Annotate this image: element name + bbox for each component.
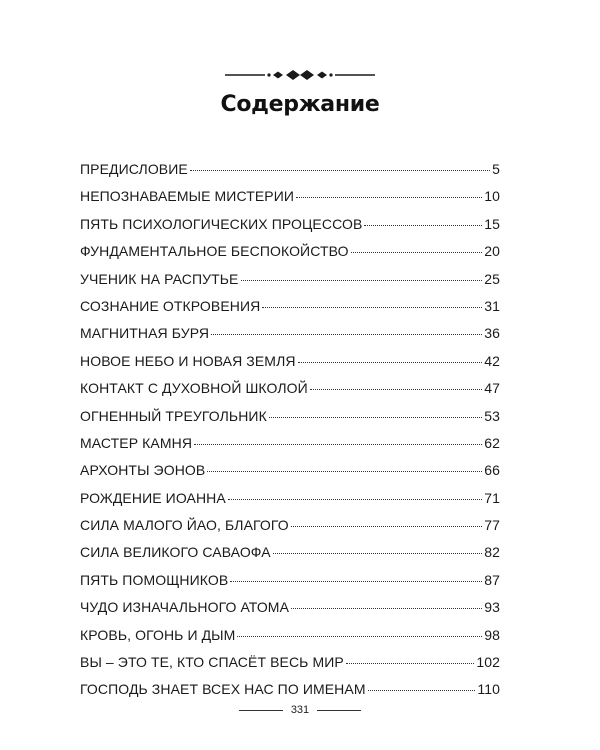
- toc-entry: [80, 325, 500, 352]
- dot-leader: [230, 581, 482, 582]
- page-title: Содержание: [220, 92, 380, 117]
- toc-entry-page-number: 47: [484, 380, 500, 397]
- toc-entry: [80, 435, 500, 462]
- toc-entry: [80, 490, 500, 517]
- toc-entry: [80, 271, 500, 298]
- toc-entry: [80, 408, 500, 435]
- dot-leader: [190, 170, 490, 171]
- toc-entry-title: ГОСПОДЬ ЗНАЕТ ВСЕХ НАС ПО ИМЕНАМ: [80, 681, 366, 698]
- toc-entry-page-number: 71: [484, 489, 500, 506]
- toc-entry-page-number: 66: [484, 462, 500, 479]
- dot-leader: [269, 417, 482, 418]
- dot-leader: [262, 307, 482, 308]
- toc-entry-page-number: 87: [484, 571, 500, 588]
- toc-entry-title: СИЛА МАЛОГО ЙАО, БЛАГОГО: [80, 517, 289, 534]
- dot-leader: [194, 444, 482, 445]
- toc-entry: [80, 298, 500, 325]
- toc-entry-title: КРОВЬ, ОГОНЬ И ДЫМ: [80, 626, 236, 643]
- toc-entry-title: АРХОНТЫ ЭОНОВ: [80, 462, 206, 479]
- dot-leader: [273, 553, 483, 554]
- toc-entry-page-number: 20: [484, 243, 500, 260]
- ornament-divider-icon: [225, 67, 375, 83]
- dot-leader: [368, 690, 476, 691]
- toc-entry-page-number: 25: [484, 270, 500, 287]
- toc-entry-title: ПЯТЬ ПОМОЩНИКОВ: [80, 571, 229, 588]
- toc-entry-title: РОЖДЕНИЕ ИОАННА: [80, 489, 226, 506]
- toc-entry-title: ПЯТЬ ПСИХОЛОГИЧЕСКИХ ПРОЦЕССОВ: [80, 215, 363, 232]
- toc-entry: [80, 654, 500, 681]
- footer-rule-right: [317, 710, 361, 711]
- toc-entry-title: ОГНЕННЫЙ ТРЕУГОЛЬНИК: [80, 407, 267, 424]
- dot-leader: [351, 252, 483, 253]
- toc-entry-title: ВЫ – ЭТО ТЕ, КТО СПАСЁТ ВЕСЬ МИР: [80, 654, 344, 671]
- toc-entry-page-number: 82: [484, 544, 500, 561]
- table-of-contents: [80, 161, 500, 709]
- dot-leader: [364, 225, 482, 226]
- dot-leader: [291, 608, 482, 609]
- toc-entry: [80, 572, 500, 599]
- toc-entry-page-number: 10: [484, 188, 500, 205]
- toc-entry-page-number: 98: [484, 626, 500, 643]
- toc-entry-page-number: 110: [477, 681, 500, 698]
- dot-leader: [298, 362, 483, 363]
- toc-entry-page-number: 77: [484, 517, 500, 534]
- toc-entry: [80, 353, 500, 380]
- toc-entry: [80, 462, 500, 489]
- toc-entry-page-number: 36: [484, 325, 500, 342]
- toc-entry-title: КОНТАКТ С ДУХОВНОЙ ШКОЛОЙ: [80, 380, 308, 397]
- dot-leader: [310, 389, 482, 390]
- toc-entry: [80, 380, 500, 407]
- dot-leader: [228, 499, 482, 500]
- toc-entry: [80, 161, 500, 188]
- toc-entry-title: ФУНДАМЕНТАЛЬНОЕ БЕСПОКОЙСТВО: [80, 243, 349, 260]
- toc-entry-page-number: 53: [484, 407, 500, 424]
- toc-entry: [80, 243, 500, 270]
- toc-entry-title: НЕПОЗНАВАЕМЫЕ МИСТЕРИИ: [80, 188, 295, 205]
- dot-leader: [346, 663, 475, 664]
- toc-entry-title: МАСТЕР КАМНЯ: [80, 434, 193, 451]
- toc-entry: [80, 216, 500, 243]
- footer-rule-left: [239, 710, 283, 711]
- toc-entry-page-number: 15: [484, 215, 500, 232]
- dot-leader: [291, 526, 482, 527]
- dot-leader: [241, 280, 483, 281]
- dot-leader: [211, 334, 482, 335]
- dot-leader: [296, 197, 482, 198]
- toc-entry-title: ПРЕДИСЛОВИЕ: [80, 161, 188, 177]
- toc-entry-page-number: 102: [476, 654, 500, 671]
- toc-entry: [80, 627, 500, 654]
- toc-entry: [80, 517, 500, 544]
- toc-entry: [80, 599, 500, 626]
- toc-entry: [80, 188, 500, 215]
- toc-entry-title: СИЛА ВЕЛИКОГО САВАОФА: [80, 544, 271, 561]
- toc-entry-page-number: 31: [484, 297, 500, 314]
- toc-entry: [80, 544, 500, 571]
- toc-entry-title: НОВОЕ НЕБО И НОВАЯ ЗЕМЛЯ: [80, 352, 296, 369]
- page-number: 331: [290, 704, 310, 716]
- dot-leader: [207, 471, 482, 472]
- toc-entry-page-number: 93: [484, 599, 500, 616]
- toc-entry-title: МАГНИТНАЯ БУРЯ: [80, 325, 210, 342]
- toc-entry-title: СОЗНАНИЕ ОТКРОВЕНИЯ: [80, 297, 261, 314]
- toc-entry-title: УЧЕНИК НА РАСПУТЬЕ: [80, 270, 239, 287]
- toc-entry-page-number: 62: [484, 434, 500, 451]
- page-footer: [0, 704, 600, 716]
- toc-entry-page-number: 42: [484, 352, 500, 369]
- toc-entry-page-number: 5: [492, 161, 500, 177]
- toc-entry-title: ЧУДО ИЗНАЧАЛЬНОГО АТОМА: [80, 599, 290, 616]
- dot-leader: [237, 636, 482, 637]
